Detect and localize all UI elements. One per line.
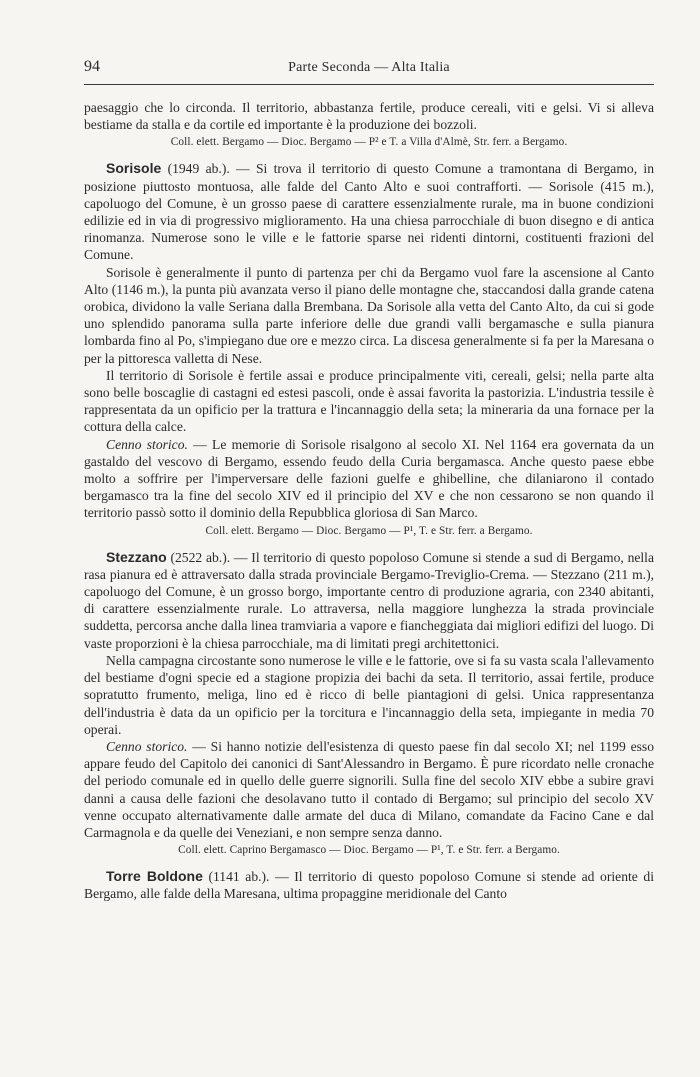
sorisole-note: Coll. elett. Bergamo — Dioc. Bergamo — P¹, T. e Str. ferr. a Bergamo. [205,524,533,537]
stezzano-history-label: Cenno storico. [106,738,188,754]
intro-note: Coll. elett. Bergamo — Dioc. Bergamo — P² e T. a Villa d'Almè, Str. ferr. a Bergamo. [170,136,568,149]
sorisole-history-text: — Le memorie di Sorisole risalgono al secolo XI. Nel 1164 era governata da un gastaldo del vescovo di Bergamo, essendo feudo della Curia bergamasca. Anche questo paese ebbe molto a soffrire per l'imperversare delle fazioni guelfe e ghibelline, che dilaniarono il contado bergamasco tra la fine del secolo XIV ed il principio del XV e che non cessarono se non quando il territorio passò sotto il dominio della Repubblica gloriosa di San Marco. [84,436,654,521]
stezzano-history-text: — Si hanno notizie dell'esistenza di questo paese fin dal secolo XI; nel 1199 esso appare feudo del Capitolo dei canonici di Sant'Alessandro in Bergamo. È pure ricordato nelle cronache del periodo comunale ed in quello delle guerre signorili. Sulla fine del secolo XIV ebbe a subire gravi danni a causa delle fazioni che desolavano tutto il contado di Bergamo; sul principio del secolo XV venne occupato alternativamente dalle armate del duca di Milano, comandate da Facino Cane e dal Carmagnola e da quelle dei Veneziani, e non sempre senza danno. [84,738,654,840]
stezzano-paragraph-1 [84,549,654,652]
sorisole-history-label: Cenno storico. [106,436,188,452]
sorisole-paragraph-2: Sorisole è generalmente il punto di partenza per chi da Bergamo vuol fare la ascensione al Canto Alto (1146 m.), la punta più avanzata verso il piano delle montagne che, staccandosi dalla grande catena orobica, dividono la valle Seriana dalla Brembana. Da Sorisole alla vetta del Canto Alto, da cui si gode uno splendido panorama sulla parte inferiore delle due grandi valli bergamasche e sulla pianura lombarda fino al Po, s'impiegano due ore e mezzo circa. La discesa generalmente si fa per la Maresana o per la pittoresca valletta di Nese. [84,264,654,366]
page-header [84,58,654,85]
sorisole-paragraph-1-text: (1949 ab.). — Si trova il territorio di questo Comune a tramontana di Bergamo, in posizione piuttosto montuosa, alle falde del Canto Alto e suoi contrafforti. — Sorisole (415 m.), capoluogo del Comune, è un grosso paese di carattere essenzialmente rurale, ma in buone condizioni edilizie ed in via di progressivo miglioramento. Ha una chiesa parrocchiale di buon disegno e di antica rinomanza. Numerose sono le ville e le fattorie sparse nei ridenti dintorni, costituenti frazioni del Comune. [84,161,654,263]
running-title: Parte Seconda — Alta Italia [288,60,450,75]
sorisole-history [84,436,654,522]
stezzano-history [84,738,654,841]
stezzano-heading: Stezzano [106,548,167,565]
page-content [84,85,654,903]
intro-paragraph: paesaggio che lo circonda. Il territorio, abbastanza fertile, produce cereali, viti e gelsi. Vi si alleva bestiame da stalla e da cortile ed importante è la produzione dei bozzoli. [84,100,654,133]
stezzano-note: Coll. elett. Caprino Bergamasco — Dioc. Bergamo — P¹, T. e Str. ferr. a Bergamo. [178,844,560,857]
sorisole-paragraph-3: Il territorio di Sorisole è fertile assai e produce principalmente viti, cereali, gelsi; nella parte alta sono belle boscaglie di castagni ed estesi pascoli, onde è assai favorita la pastorizia. L'industria tessile è rappresentata da un opificio per la trattura e l'incannaggio della seta; la mineraria da una fornace per la cottura della calce. [84,367,654,435]
sorisole-heading: Sorisole [106,160,162,177]
sorisole-paragraph-1 [84,160,654,263]
torre-boldone-heading: Torre Boldone [106,868,203,885]
page-number: 94 [84,58,100,75]
stezzano-paragraph-1-text: (2522 ab.). — Il territorio di questo popoloso Comune si stende a sud di Bergamo, nella rasa pianura ed è attraversato dalla strada provinciale Bergamo-Treviglio-Crema. — Stezzano (211 m.), capoluogo del Comune, è un grosso borgo, importante centro di produzione agraria, con 2340 abitanti, di carattere essenzialmente rurale. Lo attraversa, nella maggiore lunghezza la strada provinciale suddetta, percorsa anche dalla linea tramviaria a vapore e fiancheggiata dai migliori edifizi del luogo. Di vaste proporzioni è la chiesa parrocchiale, ma di limitati pregi architettonici. [84,549,654,651]
torre-boldone-paragraph-1-text: (1141 ab.). — Il territorio di questo popoloso Comune si stende ad oriente di Bergamo, alle falde della Maresana, ultima propaggine meridionale del Canto [84,869,654,902]
stezzano-paragraph-2: Nella campagna circostante sono numerose le ville e le fattorie, ove si fa su vasta scala l'allevamento del bestiame d'ogni specie ed a stagione propizia dei bachi da seta. Il territorio, assai fertile, produce sopratutto frumento, meliga, lino ed è ricco di belle piantagioni di gelsi. Unica rappresentanza dell'industria è data da un opificio per la torcitura e l'incannaggio della seta, impiegante in media 70 operai. [84,652,654,737]
torre-boldone-paragraph-1 [84,868,654,902]
